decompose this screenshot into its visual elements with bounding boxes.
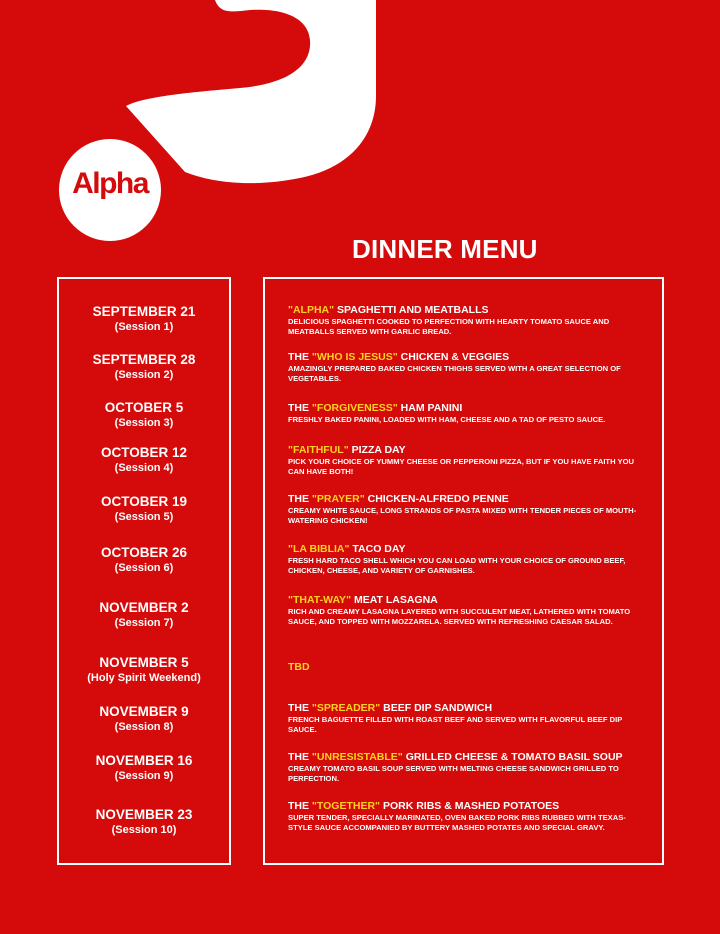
menu-title-highlight: TBD: [288, 661, 310, 673]
menu-item: [288, 351, 638, 384]
date-entry: [57, 400, 231, 431]
menu-item-title: [288, 702, 638, 715]
menu-item-description: AMAZINGLY PREPARED BAKED CHICKEN THIGHS SERVED WITH A GREAT SELECTION OF VEGETABLES.: [288, 364, 621, 383]
menu-item-title: [288, 594, 638, 607]
menu-item-title: [288, 751, 638, 764]
session-label: (Session 9): [114, 770, 174, 782]
date-entry: [57, 655, 231, 686]
session-label: (Session 6): [114, 562, 174, 574]
menu-title-suffix: GRILLED CHEESE & TOMATO BASIL SOUP: [402, 751, 623, 763]
menu-title-prefix: THE: [288, 493, 312, 505]
menu-item: [288, 751, 638, 784]
menu-title-suffix: MEAT LASAGNA: [351, 594, 438, 606]
date-entry: [57, 304, 231, 335]
menu-title-suffix: BEEF DIP SANDWICH: [380, 702, 493, 714]
menu-item: [288, 800, 638, 833]
date-entry: [57, 352, 231, 383]
menu-item-description: CREAMY WHITE SAUCE, LONG STRANDS OF PASTA MIXED WITH TENDER PIECES OF MOUTH-WATERING CHICKEN!: [288, 506, 637, 525]
session-label: (Session 3): [114, 417, 174, 429]
menu-title-suffix: CHICKEN & VEGGIES: [397, 351, 510, 363]
date-entry: [57, 704, 231, 735]
date-label: OCTOBER 19: [100, 494, 188, 509]
menu-title-suffix: TACO DAY: [349, 543, 406, 555]
menu-title-highlight: "TOGETHER": [311, 800, 381, 812]
alpha-question-mark-logo: [0, 0, 720, 260]
menu-item: [288, 661, 638, 674]
menu-title-highlight: "WHO IS JESUS": [311, 351, 398, 363]
menu-item-description: CREAMY TOMATO BASIL SOUP SERVED WITH MELTING CHEESE SANDWICH GRILLED TO PERFECTION.: [288, 764, 619, 783]
menu-title-highlight: "FAITHFUL": [288, 444, 349, 456]
page-title: DINNER MENU: [352, 234, 538, 264]
menu-item: [288, 543, 638, 576]
date-entry: [57, 600, 231, 631]
menu-item: [288, 702, 638, 735]
alpha-logo-text: Alpha: [72, 167, 148, 200]
menu-item-title: [288, 493, 638, 506]
menu-title-highlight: "UNRESISTABLE": [311, 751, 403, 763]
menu-title-suffix: CHICKEN-ALFREDO PENNE: [364, 493, 509, 505]
menu-title-highlight: "FORGIVENESS": [311, 402, 398, 414]
menu-item-title: [288, 661, 638, 674]
menu-title-suffix: PIZZA DAY: [348, 444, 406, 456]
question-mark-shape: [126, 0, 376, 183]
date-label: OCTOBER 5: [104, 400, 184, 415]
menu-item: [288, 444, 638, 477]
session-label: (Holy Spirit Weekend): [87, 672, 201, 684]
menu-title-highlight: "PRAYER": [311, 493, 365, 505]
menu-item-title: [288, 402, 638, 415]
date-label: NOVEMBER 23: [95, 807, 193, 822]
date-label: NOVEMBER 5: [99, 655, 189, 670]
date-entry: [57, 494, 231, 525]
menu-title-highlight: "SPREADER": [311, 702, 381, 714]
date-entry: [57, 807, 231, 838]
menu-item: [288, 304, 638, 337]
menu-title-suffix: HAM PANINI: [397, 402, 463, 414]
menu-title-highlight: "LA BIBLIA": [288, 543, 350, 555]
session-label: (Session 8): [114, 721, 174, 733]
menu-item-description: PICK YOUR CHOICE OF YUMMY CHEESE OR PEPPERONI PIZZA, BUT IF YOU HAVE FAITH YOU CAN HAVE BOTH!: [288, 457, 634, 476]
menu-title-prefix: THE: [288, 702, 312, 714]
menu-title-highlight: "ALPHA": [288, 304, 335, 316]
date-entry: [57, 753, 231, 784]
menu-item-description: SUPER TENDER, SPECIALLY MARINATED, OVEN BAKED PORK RIBS RUBBED WITH TEXAS-STYLE SAUCE ACCOMPANIED BY BUTTERY MASHED POTATES AND SPECIAL GRAVY.: [288, 813, 626, 832]
menu-item-description: FRENCH BAGUETTE FILLED WITH ROAST BEEF AND SERVED WITH FLAVORFUL BEEF DIP SAUCE.: [288, 715, 623, 734]
menu-title-prefix: THE: [288, 402, 312, 414]
menu-item-title: [288, 444, 638, 457]
session-label: (Session 4): [114, 462, 174, 474]
menu-item-description: FRESHLY BAKED PANINI, LOADED WITH HAM, CHEESE AND A TAD OF PESTO SAUCE.: [288, 415, 606, 424]
menu-title-highlight: "THAT-WAY": [288, 594, 352, 606]
menu-title-suffix: SPAGHETTI AND MEATBALLS: [334, 304, 489, 316]
session-label: (Session 7): [114, 617, 174, 629]
menu-title-suffix: PORK RIBS & MASHED POTATOES: [380, 800, 560, 812]
date-label: NOVEMBER 16: [95, 753, 193, 768]
date-label: OCTOBER 26: [100, 545, 188, 560]
menu-item-title: [288, 351, 638, 364]
session-label: (Session 5): [114, 511, 174, 523]
date-label: OCTOBER 12: [100, 445, 188, 460]
menu-title-prefix: THE: [288, 351, 312, 363]
menu-item-description: DELICIOUS SPAGHETTI COOKED TO PERFECTION WITH HEARTY TOMATO SAUCE AND MEATBALLS SERVED WITH GARLIC BREAD.: [288, 317, 610, 336]
session-label: (Session 2): [114, 369, 174, 381]
menu-item-title: [288, 800, 638, 813]
menu-item-description: RICH AND CREAMY LASAGNA LAYERED WITH SUCCULENT MEAT, LATHERED WITH TOMATO SAUCE, AND TOPPED WITH MOZZARELA. SERVED WITH REFRESHING CAESAR SALAD.: [288, 607, 631, 626]
date-entry: [57, 545, 231, 576]
date-label: SEPTEMBER 21: [92, 304, 196, 319]
date-label: NOVEMBER 9: [99, 704, 189, 719]
menu-item-description: FRESH HARD TACO SHELL WHICH YOU CAN LOAD WITH YOUR CHOICE OF GROUND BEEF, CHICKEN, CHEESE, AND VARIETY OF GARNISHES.: [288, 556, 626, 575]
session-label: (Session 1): [114, 321, 174, 333]
menu-title-prefix: THE: [288, 800, 312, 812]
menu-item-title: [288, 304, 638, 317]
date-label: SEPTEMBER 28: [92, 352, 196, 367]
date-entry: [57, 445, 231, 476]
session-label: (Session 10): [111, 824, 177, 836]
menu-item: [288, 493, 638, 526]
menu-item-title: [288, 543, 638, 556]
menu-item: [288, 402, 638, 425]
menu-title-prefix: THE: [288, 751, 312, 763]
date-label: NOVEMBER 2: [99, 600, 189, 615]
menu-item: [288, 594, 638, 627]
